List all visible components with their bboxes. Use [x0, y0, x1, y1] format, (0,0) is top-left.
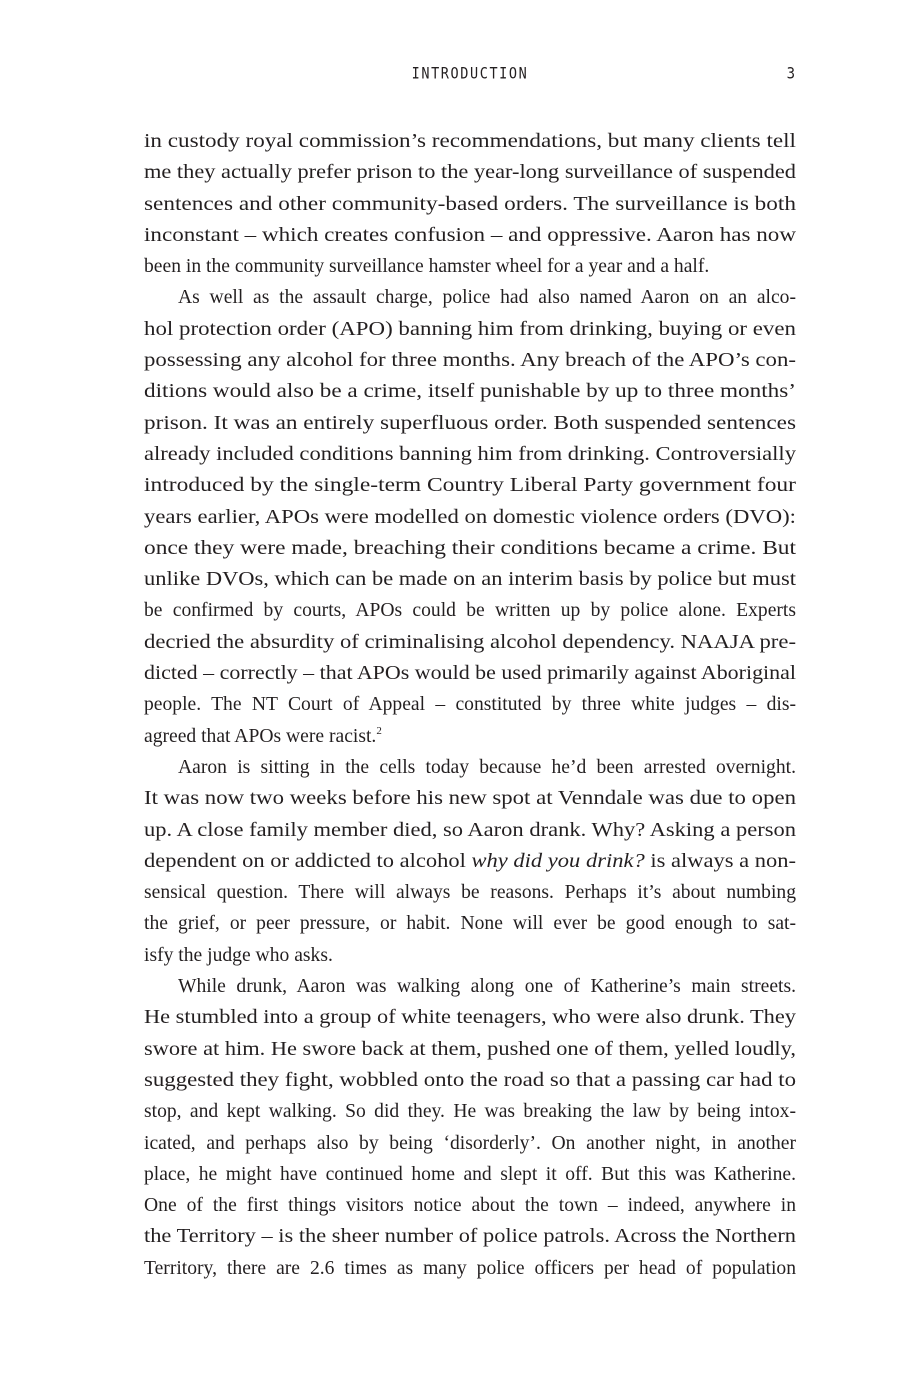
body-text	[144, 126, 796, 1284]
text-segment: dependent on or addicted to alcohol	[144, 850, 472, 872]
text-line: stop, and kept walking. So did they. He was breaking the law by being intox-	[144, 1101, 796, 1123]
running-head	[145, 66, 795, 90]
text-line: hol protection order (APO) banning him from drinking, buying or even	[144, 318, 796, 340]
text-line: the grief, or peer pressure, or habit. None will ever be good enough to sat-	[144, 913, 796, 935]
text-line: in custody royal commission’s recommendations, but many clients tell	[144, 131, 796, 152]
text-line: ditions would also be a crime, itself punishable by up to three months’	[144, 381, 796, 403]
text-line-with-italic	[144, 846, 796, 877]
paragraph-4	[144, 971, 796, 1284]
text-line: While drunk, Aaron was walking along one of Katherine’s main streets.	[178, 976, 796, 998]
running-title: INTRODUCTION	[411, 64, 529, 84]
text-line: be confirmed by courts, APOs could be written up by police alone. Experts	[144, 600, 796, 622]
text-line: possessing any alcohol for three months. Any breach of the APO’s con-	[144, 350, 796, 372]
paragraph-3	[144, 752, 796, 971]
text-line: isfy the judge who asks.	[144, 944, 333, 966]
text-line: decried the absurdity of criminalising alcohol dependency. NAAJA pre-	[144, 631, 796, 653]
text-line: It was now two weeks before his new spot at Venndale was due to open	[144, 788, 796, 810]
text-line: place, he might have continued home and slept it off. But this was Katherine.	[144, 1163, 796, 1185]
text-line: people. The NT Court of Appeal – constituted by three white judges – dis-	[144, 694, 796, 716]
paragraph-2	[144, 282, 796, 751]
text-line: Territory, there are 2.6 times as many police officers per head of population	[144, 1257, 796, 1279]
text-line: swore at him. He swore back at them, pushed one of them, yelled loudly,	[144, 1038, 796, 1060]
text-line: already included conditions banning him from drinking. Controversially	[144, 443, 796, 465]
text-line: He stumbled into a group of white teenagers, who were also drunk. They	[144, 1007, 796, 1029]
italic-phrase: why did you drink?	[471, 850, 645, 872]
text-line: icated, and perhaps also by being ‘disorderly’. On another night, in another	[144, 1132, 796, 1154]
text-line: been in the community surveillance hamster wheel for a year and a half.	[144, 256, 710, 278]
text-line: once they were made, breaching their conditions became a crime. But	[144, 537, 796, 559]
text-segment: agreed that APOs were racist.	[144, 725, 377, 747]
text-line: dicted – correctly – that APOs would be used primarily against Aboriginal	[144, 663, 796, 685]
text-line: Aaron is sitting in the cells today because he’d been arrested overnight.	[178, 756, 796, 778]
text-line: unlike DVOs, which can be made on an interim basis by police but must	[144, 569, 796, 591]
text-line: As well as the assault charge, police had also named Aaron on an alco-	[178, 287, 796, 309]
text-line: introduced by the single-term Country Liberal Party government four	[144, 475, 796, 497]
text-line: me they actually prefer prison to the year-long surveillance of suspended	[144, 162, 796, 184]
text-line: up. A close family member died, so Aaron drank. Why? Asking a person	[144, 819, 796, 841]
text-line: sensical question. There will always be reasons. Perhaps it’s about numbing	[144, 882, 796, 904]
text-line: prison. It was an entirely superfluous order. Both suspended sentences	[144, 412, 796, 434]
text-line: sentences and other community-based orders. The surveillance is both	[144, 193, 796, 215]
paragraph-1	[144, 126, 796, 282]
text-segment: is always a non-	[644, 850, 796, 872]
footnote-marker[interactable]: 2	[376, 724, 382, 737]
text-line: the Territory – is the sheer number of police patrols. Across the Northern	[144, 1226, 796, 1248]
text-line-with-footnote	[144, 721, 796, 752]
text-line: suggested they fight, wobbled onto the road so that a passing car had to	[144, 1069, 796, 1091]
text-line: One of the first things visitors notice about the town – indeed, anywhere in	[144, 1195, 796, 1217]
text-line: years earlier, APOs were modelled on domestic violence orders (DVO):	[144, 506, 796, 528]
text-line: inconstant – which creates confusion – and oppressive. Aaron has now	[144, 224, 796, 246]
page-number: 3	[786, 64, 795, 84]
